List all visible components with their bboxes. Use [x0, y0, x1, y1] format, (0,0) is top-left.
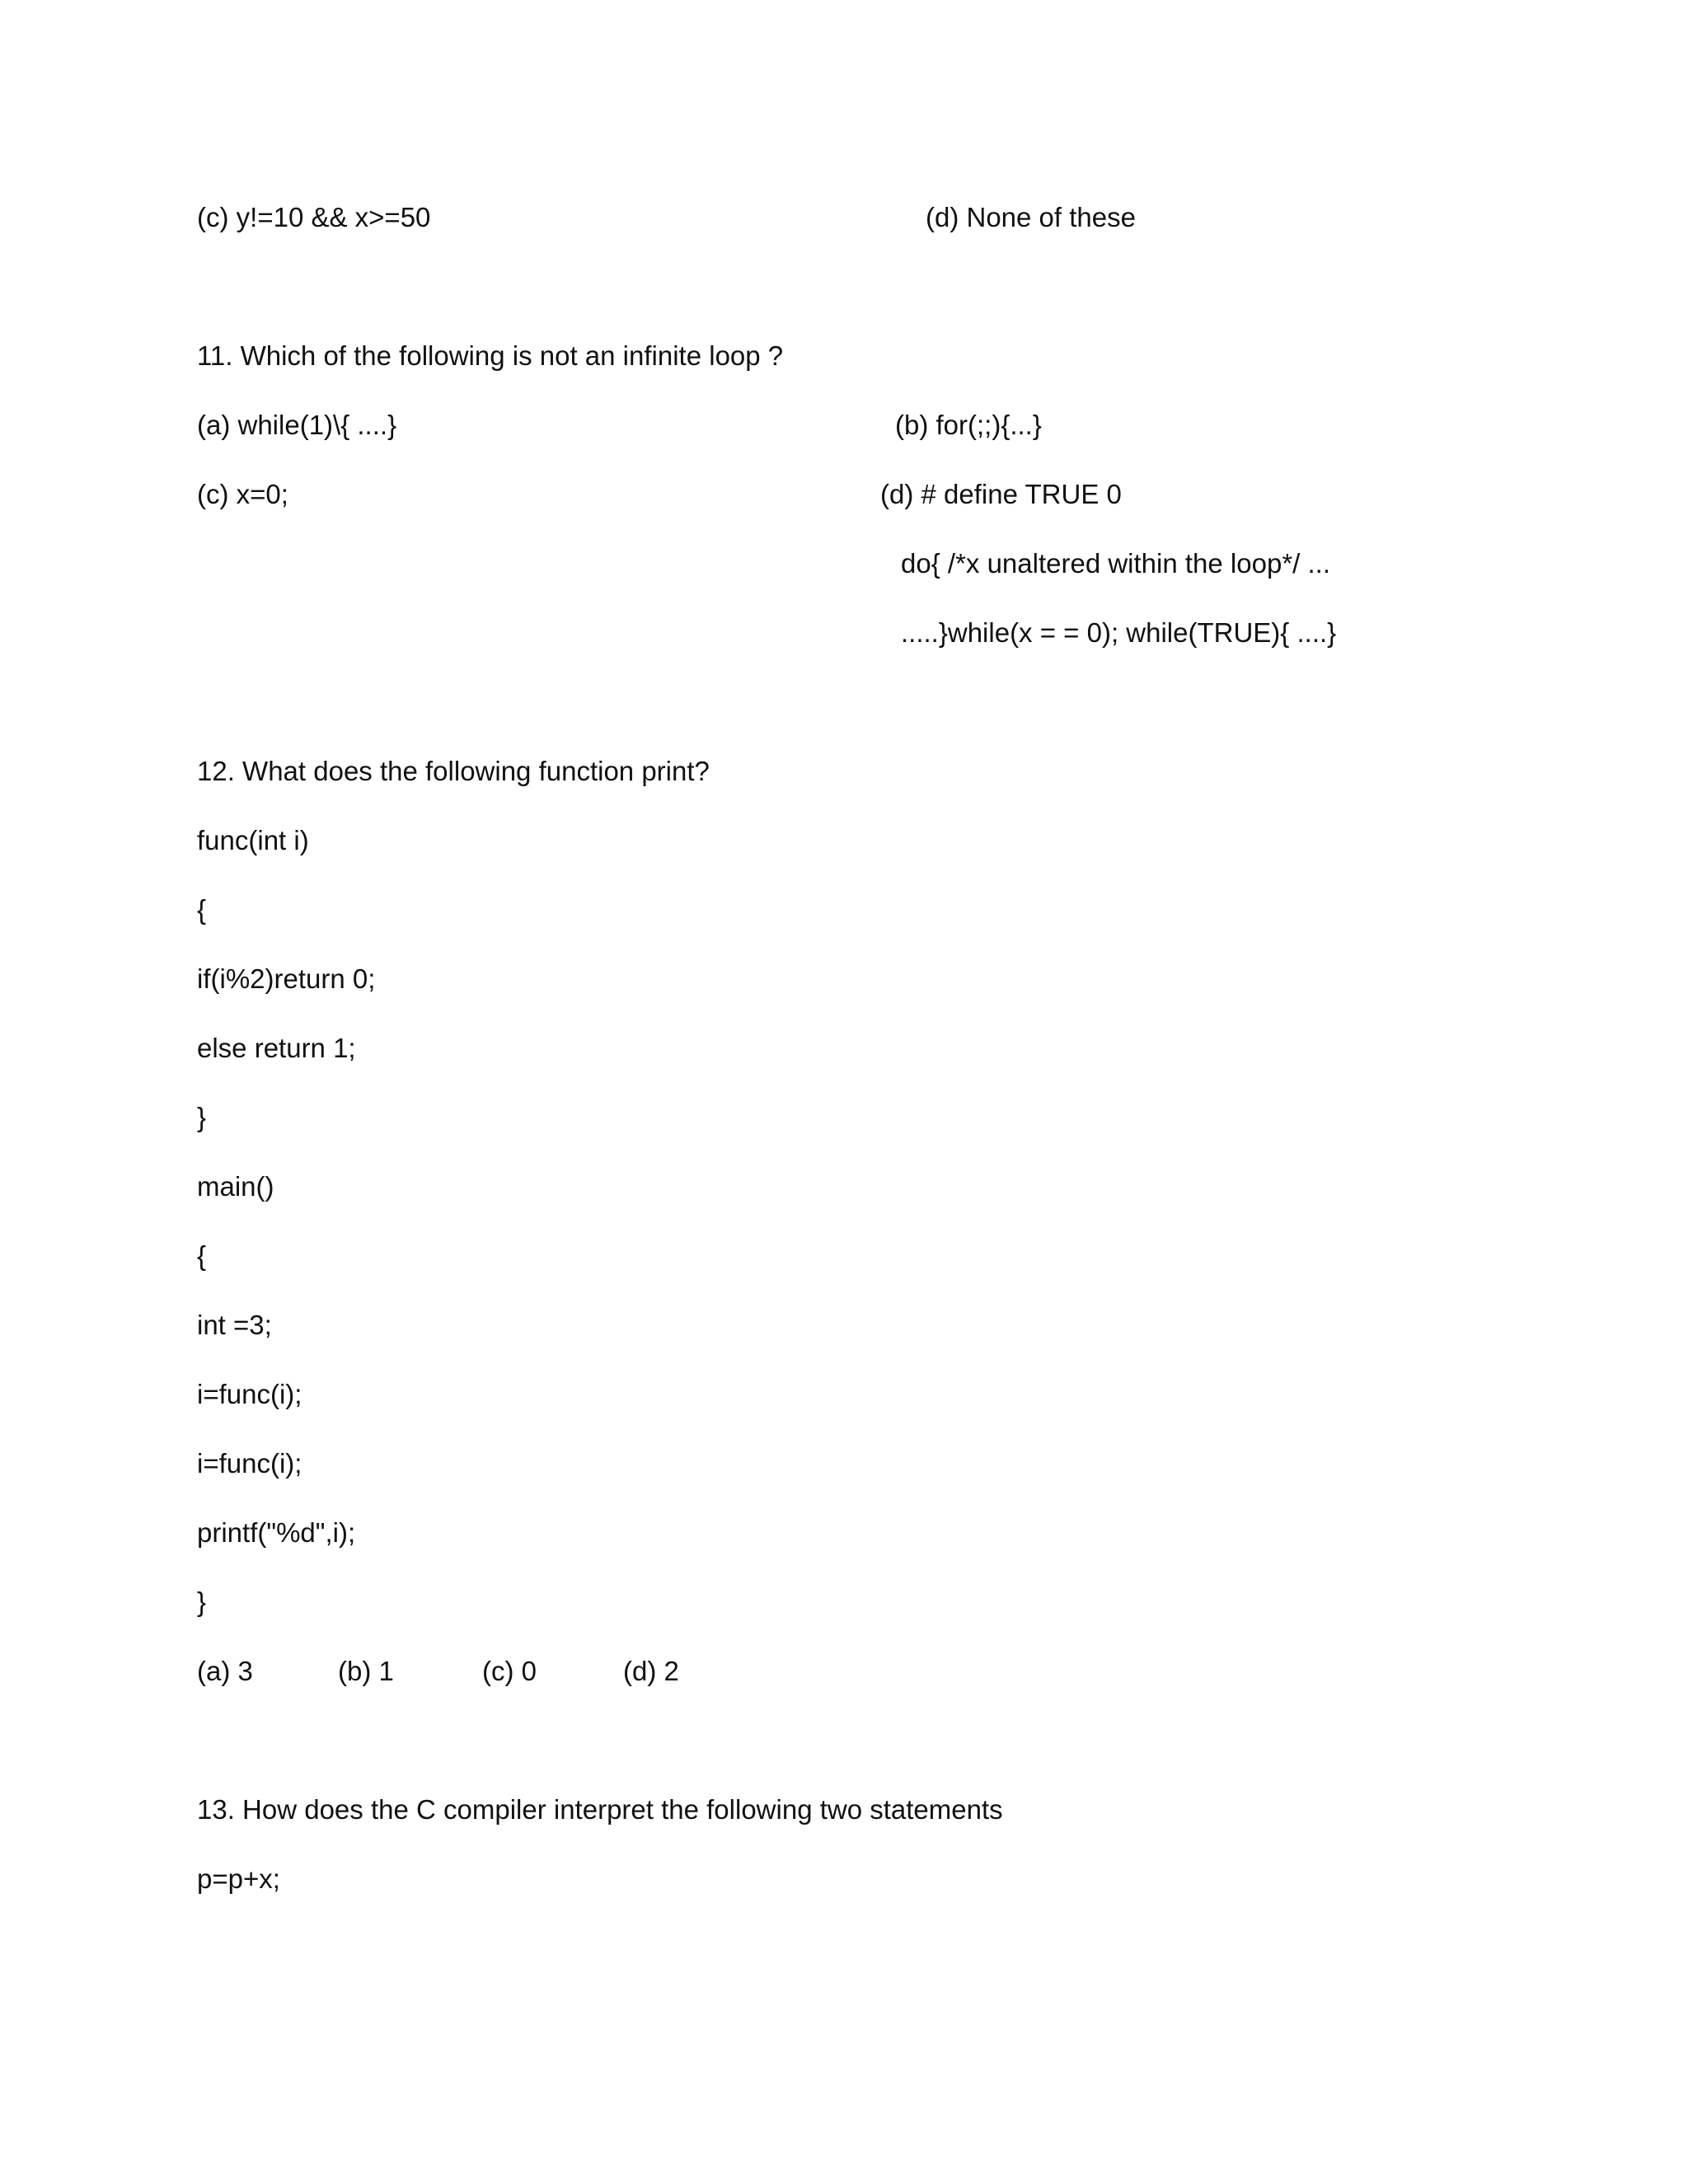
q11-option-a: (a) while(1)\{ ....} — [197, 410, 397, 440]
q11-option-continuation-1: do{ /*x unaltered within the loop*/ ... — [901, 548, 1331, 579]
q13-question: 13. How does the C compiler interpret the following two statements — [197, 1794, 1003, 1825]
q12-code-line: { — [197, 1240, 207, 1271]
q12-code-line: i=func(i); — [197, 1379, 302, 1409]
q12-code-line: printf("%d",i); — [197, 1517, 356, 1548]
q11-option-d: (d) # define TRUE 0 — [880, 479, 1122, 509]
q10-option-d: (d) None of these — [926, 202, 1136, 232]
q12-option-a: (a) 3 — [197, 1656, 253, 1686]
q12-code-line: func(int i) — [197, 825, 309, 855]
q11-option-continuation-2: .....}while(x = = 0); while(TRUE){ ....} — [901, 617, 1337, 648]
q12-option-c: (c) 0 — [482, 1656, 537, 1686]
q12-code-line: } — [197, 1102, 207, 1132]
q11-question: 11. Which of the following is not an infinite loop ? — [197, 340, 784, 371]
q12-question: 12. What does the following function print? — [197, 756, 710, 786]
q12-code-line: } — [197, 1586, 207, 1617]
q12-code-line: if(i%2)return 0; — [197, 963, 376, 994]
q12-code-line: else return 1; — [197, 1033, 356, 1063]
q12-code-line: i=func(i); — [197, 1448, 302, 1479]
q12-code-line: main() — [197, 1171, 274, 1202]
q11-option-c: (c) x=0; — [197, 479, 288, 509]
q12-code-line: int =3; — [197, 1310, 272, 1340]
q11-option-b: (b) for(;;){...} — [895, 410, 1042, 440]
q13-code-line: p=p+x; — [197, 1863, 280, 1894]
q10-option-c: (c) y!=10 && x>=50 — [197, 202, 431, 232]
q12-option-d: (d) 2 — [623, 1656, 679, 1686]
q12-option-b: (b) 1 — [338, 1656, 394, 1686]
q12-code-line: { — [197, 894, 207, 925]
